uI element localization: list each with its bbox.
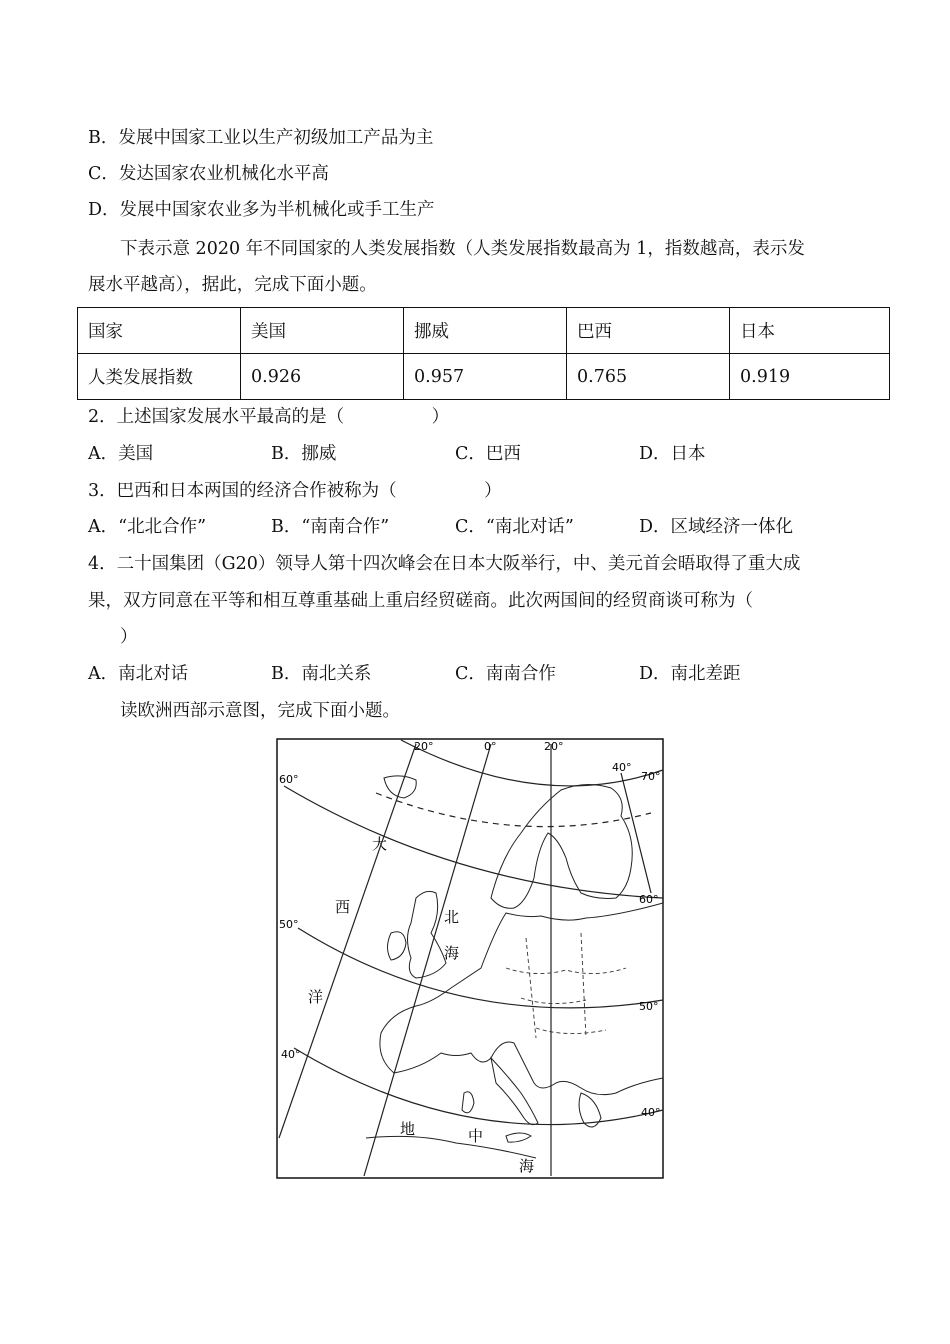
hdi-table [77,307,890,400]
table-cell: 0.926 [241,354,404,400]
lat-label-60-right: 60° [639,893,659,906]
table-cell: 美国 [241,308,404,354]
q3-option-d: D．区域经济一体化 [639,517,794,537]
q3-stem: 3．巴西和日本两国的经济合作被称为（ ） [88,481,502,501]
q2-option-d: D．日本 [639,444,706,464]
q2-stem: 2．上述国家发展水平最高的是（ ） [88,407,450,427]
atlantic-label-3: 洋 [308,988,324,1006]
table-intro-line2: 展水平越高），据此，完成下面小题。 [88,275,377,295]
atlantic-label-2: 西 [335,898,351,916]
map-intro: 读欧洲西部示意图，完成下面小题。 [120,701,400,721]
table-row [78,354,890,400]
table-cell: 巴西 [567,308,730,354]
q4-stem-line3: ） [120,627,138,647]
lat-label-60-left: 60° [279,773,299,786]
table-intro-line1: 下表示意 2020 年不同国家的人类发展指数（人类发展指数最高为 1，指数越高，表示发 [120,239,805,259]
lon-label-40e: 40° [612,761,632,774]
north-sea-label-2: 海 [444,944,460,962]
q2-option-c: C．巴西 [455,444,521,464]
med-label-2: 中 [468,1127,484,1145]
q4-option-a: A．南北对话 [88,664,189,684]
lat-label-50-right: 50° [639,1000,659,1013]
table-cell: 人类发展指数 [78,354,241,400]
q4-option-d: D．南北差距 [639,664,741,684]
q4-option-c: C．南南合作 [455,664,556,684]
med-label-3: 海 [519,1157,535,1175]
q3-option-c: C．“南北对话” [455,517,574,537]
q2-option-a: A．美国 [88,444,154,464]
q4-option-b: B．南北关系 [271,664,372,684]
lat-label-70-right: 70° [641,770,661,783]
q2-option-b: B．挪威 [271,444,337,464]
table-cell: 0.919 [730,354,890,400]
q3-option-a: A．“北北合作” [88,517,207,537]
option-d-prev: D．发展中国家农业多为半机械化或手工生产 [88,200,435,220]
table-cell: 日本 [730,308,890,354]
table-cell: 挪威 [404,308,567,354]
table-cell: 国家 [78,308,241,354]
north-sea-label-1: 北 [444,908,460,926]
lon-label-0: 0° [484,740,497,753]
lat-label-50-left: 50° [279,918,299,931]
lat-label-40-left: 40° [281,1048,301,1061]
table-cell: 0.765 [567,354,730,400]
q4-stem-line2: 果，双方同意在平等和相互尊重基础上重启经贸磋商。此次两国间的经贸商谈可称为（ [88,591,753,611]
table-cell: 0.957 [404,354,567,400]
lat-label-40-right: 40° [641,1106,661,1119]
med-label-1: 地 [400,1120,416,1138]
lon-label-20e: 20° [544,740,564,753]
table-header-row [78,308,890,354]
lon-label-20w: 20° [414,740,434,753]
atlantic-label-1: 大 [372,835,388,853]
option-c-prev: C．发达国家农业机械化水平高 [88,164,329,184]
western-europe-map [276,738,664,1179]
option-b-prev: B．发展中国家工业以生产初级加工产品为主 [88,128,434,148]
q4-stem-line1: 4．二十国集团（G20）领导人第十四次峰会在日本大阪举行，中、美元首会晤取得了重大成 [88,554,801,574]
q3-option-b: B．“南南合作” [271,517,390,537]
